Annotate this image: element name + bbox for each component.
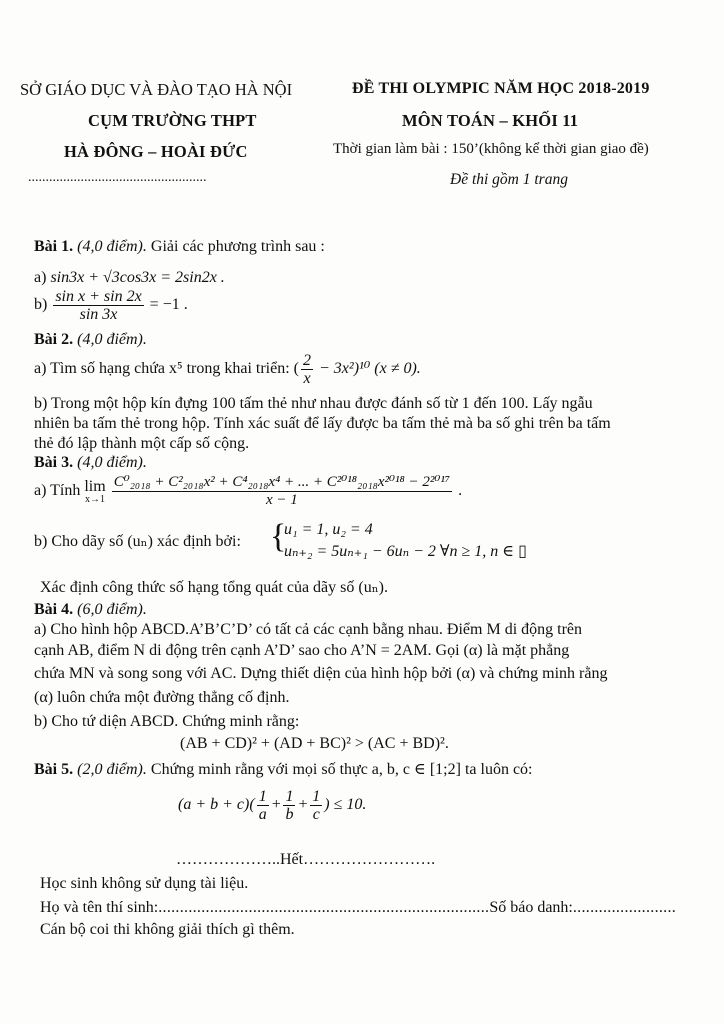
problem-3a-fraction bbox=[112, 474, 452, 509]
problem-4a-line-4: (α) luôn chứa một đường thẳng cố định. bbox=[34, 689, 290, 706]
problem-3-points: (4,0 điểm). bbox=[77, 454, 147, 471]
problem-3b-conclusion: Xác định công thức số hạng tổng quát của dãy số (uₙ). bbox=[40, 579, 388, 596]
exam-duration: Thời gian làm bài : 150’(không kể thời gian giao đề) bbox=[333, 141, 649, 157]
problem-3b-system-line-1: u₁ = 1, u₂ = 4 bbox=[284, 521, 373, 538]
problem-3a-denominator: x − 1 bbox=[266, 492, 298, 508]
system-brace: { bbox=[270, 518, 287, 555]
problem-3a bbox=[34, 474, 462, 509]
subject-grade: MÔN TOÁN – KHỐI 11 bbox=[402, 111, 579, 130]
problem-2a-fraction bbox=[301, 352, 313, 387]
problem-2b-line-3: thẻ đó lập thành một cấp số cộng. bbox=[34, 435, 250, 452]
problem-4-points: (6,0 điểm). bbox=[77, 601, 147, 618]
candidate-info-line bbox=[40, 898, 676, 918]
problem-1b-denominator: sin 3x bbox=[79, 306, 118, 323]
candidate-number-label: Số báo danh: bbox=[489, 899, 573, 916]
problem-3-title: Bài 3. bbox=[34, 454, 74, 471]
header-divider-dots: ................................................... bbox=[28, 170, 207, 185]
candidate-name-label: Họ và tên thí sinh: bbox=[40, 899, 159, 916]
problem-1a-equation: sin3x + √3cos3x = 2sin2x . bbox=[50, 269, 225, 286]
problem-2a-numerator: 2 bbox=[303, 352, 311, 369]
problem-2a-rest: − 3x²)¹⁰ (x ≠ 0). bbox=[319, 360, 421, 378]
school-cluster: CỤM TRƯỜNG THPT bbox=[88, 111, 257, 130]
problem-4a-line-2: cạnh AB, điểm N di động trên cạnh A’D’ sao cho A’N = 2AM. Gọi (α) là mặt phẳng bbox=[34, 642, 570, 659]
problem-5-text: Chứng minh rằng với mọi số thực a, b, c ∈ [1;2] ta luôn có: bbox=[150, 761, 533, 778]
problem-3a-text: a) Tính bbox=[34, 482, 81, 500]
problem-5-inequality: (a + b + c)( $\frac{1}{a}$ + $\frac{1}{b}$ + $\frac{1}{c}$ ) ≤ 10. bbox=[178, 788, 367, 823]
school-district: HÀ ĐÔNG – HOÀI ĐỨC bbox=[64, 142, 248, 161]
problem-5-title: Bài 5. bbox=[34, 761, 74, 778]
problem-1-heading bbox=[34, 237, 325, 257]
problem-1b-label: b) bbox=[34, 296, 48, 314]
problem-2b-line-2: nhiên ba tấm thẻ trong hộp. Tính xác suất để lấy được ba tấm thẻ mà ba số ghi trên ba tấm bbox=[34, 415, 611, 432]
no-materials-note: Học sinh không sử dụng tài liệu. bbox=[40, 875, 249, 892]
problem-1-title: Bài 1. bbox=[34, 238, 74, 255]
problem-2a-text: a) Tìm số hạng chứa x⁵ trong khai triển: bbox=[34, 360, 290, 378]
proctor-note: Cán bộ coi thi không giải thích gì thêm. bbox=[40, 921, 295, 938]
problem-1b-rhs: = −1 . bbox=[149, 296, 188, 314]
fraction-1-over-a: $\frac{1}{a}$ bbox=[258, 788, 267, 823]
end-mark: ………………..Hết……………………. bbox=[176, 851, 436, 868]
problem-1-intro: Giải các phương trình sau : bbox=[150, 238, 325, 255]
problem-1-points: (4,0 điểm). bbox=[77, 238, 147, 255]
fraction-1-over-b: $\frac{1}{b}$ bbox=[285, 788, 294, 823]
problem-4-title: Bài 4. bbox=[34, 601, 74, 618]
exam-title: ĐỀ THI OLYMPIC NĂM HỌC 2018-2019 bbox=[352, 80, 650, 97]
problem-1b bbox=[34, 288, 188, 323]
problem-3-heading bbox=[34, 453, 147, 473]
problem-2a-denominator: x bbox=[303, 370, 311, 387]
problem-3b-text: b) Cho dãy số (uₙ) xác định bởi: bbox=[34, 533, 241, 550]
problem-1a-label: a) bbox=[34, 269, 47, 286]
problem-3a-end: . bbox=[458, 482, 463, 500]
problem-2-points: (4,0 điểm). bbox=[77, 331, 147, 348]
problem-2-heading bbox=[34, 330, 147, 350]
problem-2a: a) Tìm số hạng chứa x⁵ trong khai triển: ( $\frac{2}{x}$ − 3x²)¹⁰ (x ≠ 0). bbox=[34, 352, 421, 387]
problem-3a-numerator: C⁰₂₀₁₈ + C²₂₀₁₈x² + C⁴₂₀₁₈x⁴ + ... + C²⁰¹⁸₂₀₁₈x²⁰¹⁸ − 2²⁰¹⁷ bbox=[113, 474, 451, 490]
problem-4b-line-1: b) Cho tứ diện ABCD. Chứng minh rằng: bbox=[34, 713, 300, 730]
problem-4a-line-3: chứa MN và song song với AC. Dựng thiết diện của hình hộp bởi (α) và chứng minh rằng bbox=[34, 665, 608, 682]
problem-1a bbox=[34, 268, 225, 288]
problem-5-heading bbox=[34, 760, 532, 780]
candidate-number-dots: ........................ bbox=[572, 899, 677, 916]
fraction-1-over-c: $\frac{1}{c}$ bbox=[312, 788, 321, 823]
problem-2-title: Bài 2. bbox=[34, 331, 74, 348]
problem-2b-line-1: b) Trong một hộp kín đựng 100 tấm thẻ như nhau được đánh số từ 1 đến 100. Lấy ngẫu bbox=[34, 395, 593, 412]
page-count-note: Đề thi gồm 1 trang bbox=[450, 171, 568, 188]
problem-5-points: (2,0 điểm). bbox=[77, 761, 147, 778]
problem-4-heading bbox=[34, 600, 147, 620]
problem-4b-formula: (AB + CD)² + (AD + BC)² > (AC + BD)². bbox=[180, 735, 449, 752]
problem-1b-numerator: sin x + sin 2x bbox=[55, 288, 142, 305]
problem-3b-system-line-2: uₙ₊₂ = 5uₙ₊₁ − 6uₙ − 2 ∀n ≥ 1, n ∈ ▯ bbox=[284, 543, 527, 560]
department-name: SỞ GIÁO DỤC VÀ ĐÀO TẠO HÀ NỘI bbox=[20, 80, 293, 99]
problem-4a-line-1: a) Cho hình hộp ABCD.A’B’C’D’ có tất cả các cạnh bằng nhau. Điểm M di động trên bbox=[34, 621, 583, 638]
limit-operator: lim x→1 bbox=[84, 477, 106, 505]
problem-1b-fraction bbox=[53, 288, 143, 323]
candidate-name-dots: ............................................................................. bbox=[158, 899, 490, 916]
